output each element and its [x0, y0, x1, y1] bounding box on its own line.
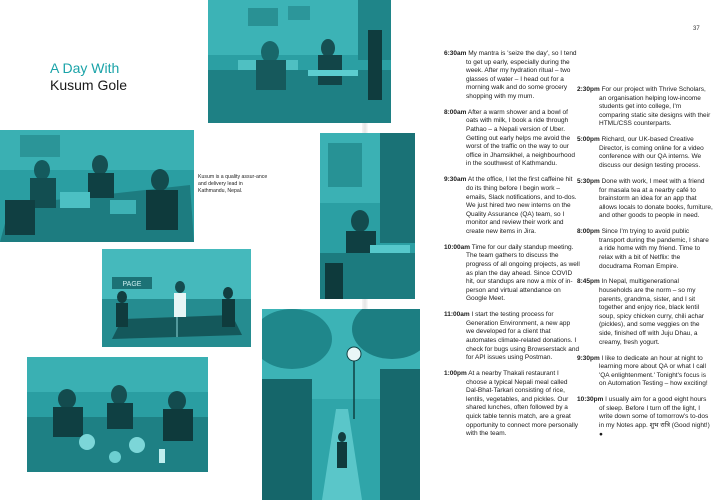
diary-entry: [444, 370, 580, 439]
photo-team-meeting: [0, 130, 194, 242]
title-line-2: Kusum Gole: [50, 77, 128, 93]
entry-time: 9:30am: [444, 176, 467, 184]
diary-entry: [577, 136, 713, 170]
entry-time: 1:00pm: [444, 370, 467, 378]
diary-entry: [577, 86, 713, 129]
entry-text: I usually aim for a good eight hours of sleep. Before I turn off the light, I write down some of tomorrow's to-dos in my Notes app. शुभ रात्रि (Good night!) ●: [599, 396, 710, 438]
diary-entry: [577, 278, 713, 347]
entry-text: For our project with Thrive Scholars, an organisation helping low-income students get into college, I'm comparing static site designs with their HTML/CSS counterparts.: [599, 86, 711, 128]
photo-table-tennis: [102, 249, 251, 347]
entry-time: 10:00am: [444, 243, 471, 251]
diary-entry: [577, 396, 713, 439]
diary-column-2: [577, 86, 713, 446]
diary-entry: [444, 109, 580, 169]
entry-text: After a warm shower and a bowl of oats with milk, I book a ride through Pathao – a Nepali version of Uber. Getting out early helps me avoid the worst of the traffic on the way to our office in Jhamsikhel, a neighbourhood in the southwest of Kathmandu.: [466, 108, 576, 168]
diary-entry: [444, 176, 580, 236]
entry-text: In Nepal, multigenerational households are the norm – so my parents, grandma, sister, and I sit together and enjoy rice, black lentil soup, spicy chicken curry, chili achar (pickles), and some veggies on the side, finished off with Juju Dhau, a creamy, fresh yogurt.: [599, 278, 705, 346]
sign-text: PAGE: [122, 281, 142, 288]
entry-time: 5:30pm: [577, 177, 600, 185]
diary-entry: [444, 311, 580, 363]
entry-text: Done with work, I meet with a friend for masala tea at a nearby café to brainstorm an idea for an app that allows locals to donate books, furniture, and other goods to people in need.: [599, 177, 713, 220]
entry-text: My mantra is 'seize the day', so I tend to get up early, especially during the week. After my hydration ritual – two glasses of water – I head out for a morning walk and do some grocery shopping with my mum.: [466, 50, 577, 100]
photo-walk: [262, 309, 420, 500]
entry-text: Since I'm trying to avoid public transport during the pandemic, I share a ride home with my friend. Time to relax with a bit of Netflix: the docudrama Roman Empire.: [599, 228, 709, 270]
diary-entry: [577, 228, 713, 271]
entry-time: 5:00pm: [577, 136, 600, 144]
entry-text: At the office, I let the first caffeine hit do its thing before I begin work – emails, Slack notifications, and to-dos. We just hired two new interns on the Quality Assurance (QA) team, so I monitor and review their work and create new items in Jira.: [466, 176, 577, 235]
photo-portrait-desk: [320, 133, 415, 299]
diary-entry: [444, 50, 580, 102]
entry-text: Time for our daily standup meeting. The team gathers to discuss the progress of all ongoing projects, as well as plan the day ahead. Since COVID hit, our standups are now a mix of in-person and virtual attendance on Google Meet.: [466, 243, 580, 303]
photo-lunch: [27, 357, 208, 472]
page-number: 37: [693, 26, 700, 32]
entry-text: At a nearby Thakali restaurant I choose a typical Nepali meal called Dal-Bhat-Tarkari consisting of rice, lentils, vegetables, and pickles. Our shared lunches, often followed by a quick table tennis match, are a great opportunity to connect more personally with the team.: [466, 370, 579, 438]
entry-text: I start the testing process for Generation Environment, a new app we developed for a client that automates climate-related donations. I check for bugs using Browserstack and for API issues using Postman.: [466, 311, 580, 362]
entry-time: 6:30am: [444, 50, 467, 57]
diary-entry: [577, 355, 713, 389]
photo-office-laptops: [208, 0, 391, 123]
diary-column-1: [444, 50, 580, 446]
entry-time: 8:00pm: [577, 228, 600, 236]
entry-text: I like to dedicate an hour at night to learning more about QA or what I call 'QA enlightenment.' Tonight's focus is on Automation Testing – how exciting!: [599, 354, 708, 388]
entry-time: 2:30pm: [577, 86, 600, 93]
entry-time: 8:00am: [444, 108, 467, 116]
entry-time: 9:30pm: [577, 354, 600, 362]
diary-entry: [444, 244, 580, 304]
photo-caption: Kusum is a quality assur-ance and delivery lead in Kathmandu, Nepal.: [198, 174, 268, 194]
diary-entry: [577, 178, 713, 221]
entry-time: 10:30pm: [577, 396, 604, 404]
entry-text: Richard, our UK-based Creative Director, is coming online for a video conference with our QA interns. We discuss our design testing process.: [599, 136, 704, 170]
entry-time: 8:45pm: [577, 278, 600, 286]
title-line-1: A Day With: [50, 60, 120, 76]
entry-time: 11:00am: [444, 311, 470, 319]
